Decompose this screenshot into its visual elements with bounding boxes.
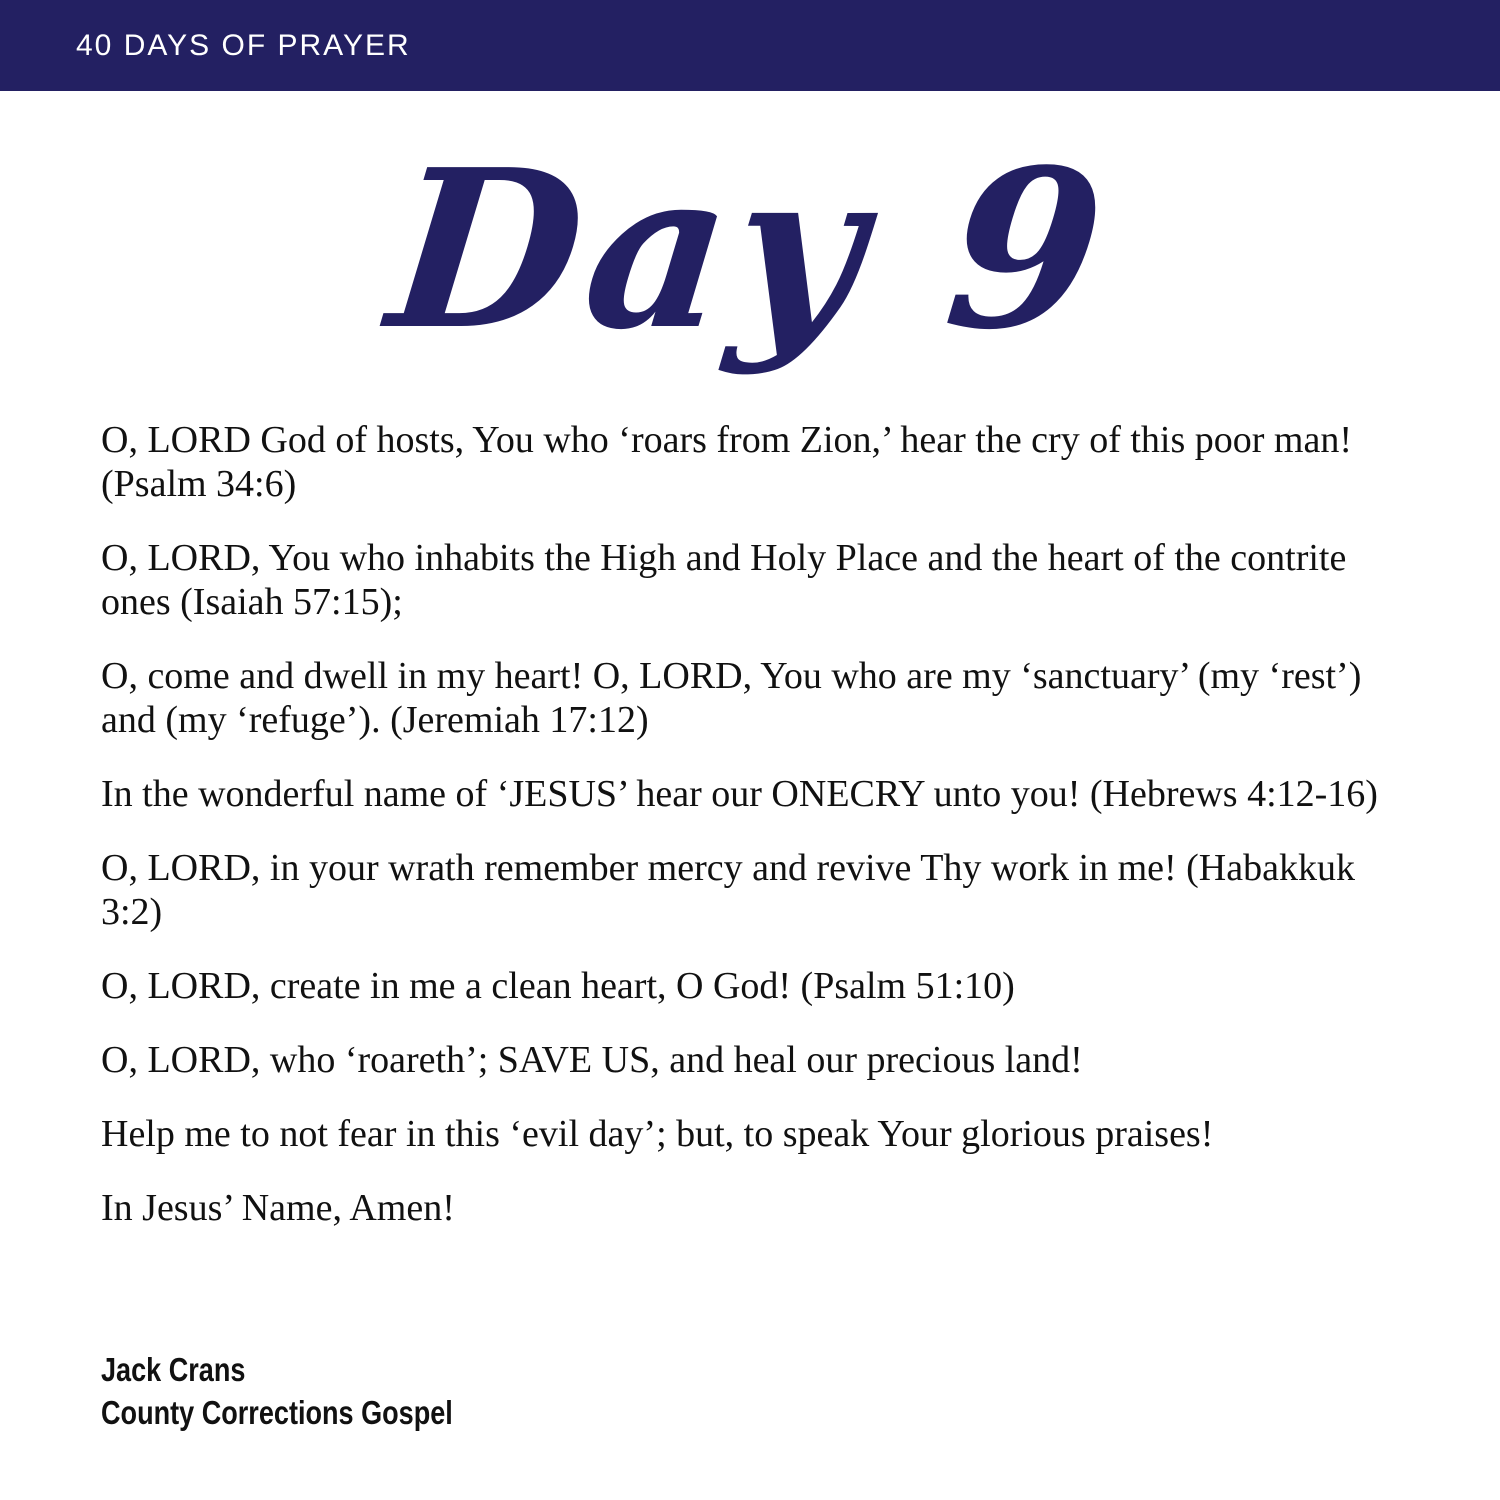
prayer-body [101,418,1421,1260]
prayer-paragraph: Help me to not fear in this ‘evil day’; but, to speak Your glorious praises! [101,1113,1214,1155]
prayer-paragraph: O, LORD, who ‘roareth’; SAVE US, and heal our precious land! [101,1039,1083,1081]
header-title: 40 DAYS OF PRAYER [76,29,411,62]
day-title: Day 9 [379,122,1121,378]
prayer-paragraph: O, LORD God of hosts, You who ‘roars from Zion,’ hear the cry of this poor man! (Psalm 34:6) [101,419,1352,505]
prayer-paragraph: O, LORD, You who inhabits the High and Holy Place and the heart of the contrite ones (Isaiah 57:15); [101,537,1347,623]
prayer-paragraph: In Jesus’ Name, Amen! [101,1187,455,1229]
author-organization: County Corrections Gospel [101,1394,453,1431]
author-name: Jack Crans [101,1351,246,1388]
prayer-paragraph: O, LORD, create in me a clean heart, O God! (Psalm 51:10) [101,965,1015,1007]
prayer-paragraph: O, come and dwell in my heart! O, LORD, You who are my ‘sanctuary’ (my ‘rest’) and (my ‘refuge’). (Jeremiah 17:12) [101,655,1362,741]
prayer-paragraph: In the wonderful name of ‘JESUS’ hear our ONECRY unto you! (Hebrews 4:12-16) [101,773,1378,815]
signature [101,1348,453,1434]
header-band [0,0,1500,91]
prayer-paragraph: O, LORD, in your wrath remember mercy and revive Thy work in me! (Habakkuk 3:2) [101,847,1355,933]
